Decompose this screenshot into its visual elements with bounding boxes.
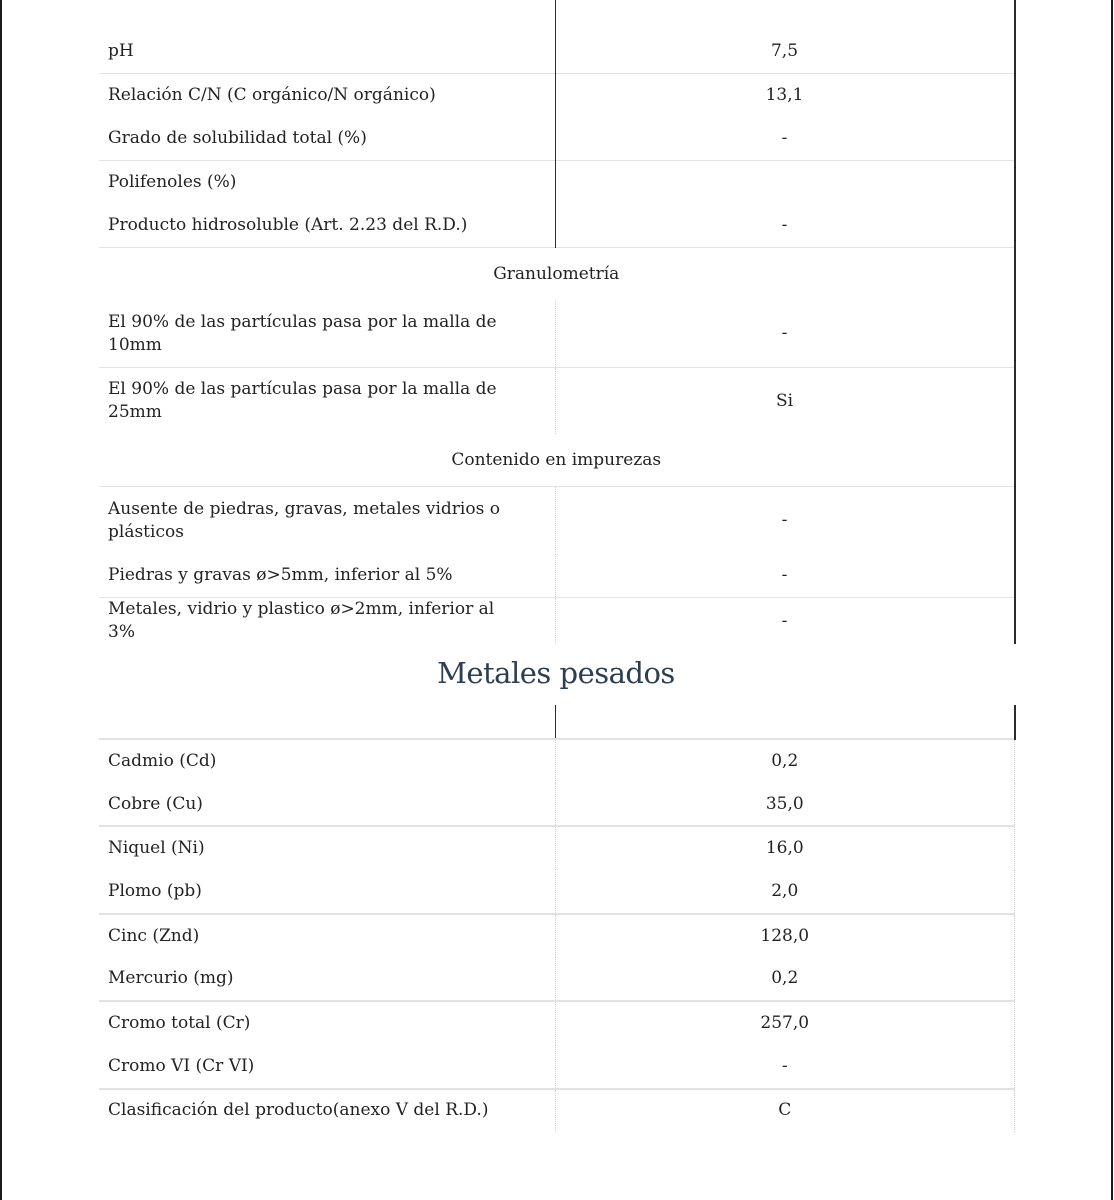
section-header-impurezas [99,434,1015,487]
row-value-plomo: 2,0 [555,870,1015,914]
section-header-granulometria [99,248,1015,301]
table-row-cut [99,0,1015,30]
row-value-stones-5mm: - [555,554,1015,598]
table-row [99,367,1015,434]
table-row [99,117,1015,161]
table-row [99,554,1015,598]
row-value-no-stones: - [555,487,1015,554]
header-cell-value [555,705,1015,739]
row-label-clasificacion: Clasificación del producto(anexo V del R.D.) [99,1089,555,1133]
row-label-stones-5mm: Piedras y gravas ø>5mm, inferior al 5% [99,554,555,598]
page-border-right [1111,0,1113,1200]
table-row [99,161,1015,205]
row-label-mercurio: Mercurio (mg) [99,957,555,1001]
section-heading-metales-pesados: Metales pesados [437,656,675,690]
row-label-cinc: Cinc (Znd) [99,914,555,958]
row-label-cromo-total: Cromo total (Cr) [99,1001,555,1045]
row-value-mesh-25mm: Si [555,367,1015,434]
row-value-cinc: 128,0 [555,914,1015,958]
row-value-cn-ratio: 13,1 [555,74,1015,118]
section-title: Granulometría [99,248,1015,301]
row-label-metals-2mm: Metales, vidrio y plastico ø>2mm, inferior al 3% [99,598,555,645]
cell-value [555,0,1015,30]
table-row [99,1089,1015,1133]
row-value-clasificacion: C [555,1089,1015,1133]
table-row [99,826,1015,870]
row-value-niquel: 16,0 [555,826,1015,870]
row-label-cobre: Cobre (Cu) [99,783,555,827]
row-label-cn-ratio: Relación C/N (C orgánico/N orgánico) [99,74,555,118]
table-row [99,1001,1015,1045]
heavy-metals-table [99,705,1016,1132]
page-border-left [0,0,2,1200]
row-value-cobre: 35,0 [555,783,1015,827]
row-label-polyphenols: Polifenoles (%) [99,161,555,205]
table-row [99,957,1015,1001]
table-header-row [99,705,1015,739]
section-title: Contenido en impurezas [99,434,1015,487]
row-label-solubility: Grado de solubilidad total (%) [99,117,555,161]
row-label-mesh-25mm: El 90% de las partículas pasa por la malla de 25mm [99,367,555,434]
row-value-solubility: - [555,117,1015,161]
row-value-cromo-vi: - [555,1045,1015,1089]
header-cell-label [99,705,555,739]
row-label-mesh-10mm: El 90% de las partículas pasa por la malla de 10mm [99,300,555,367]
row-label-ph: pH [99,30,555,74]
row-value-mercurio: 0,2 [555,957,1015,1001]
row-value-mesh-10mm: - [555,300,1015,367]
table-row [99,870,1015,914]
row-value-metals-2mm: - [555,598,1015,645]
row-value-ph: 7,5 [555,30,1015,74]
table-row [99,739,1015,783]
table-row [99,204,1015,248]
row-value-cromo-total: 257,0 [555,1001,1015,1045]
row-label-cadmio: Cadmio (Cd) [99,739,555,783]
table-row [99,300,1015,367]
table-row [99,74,1015,118]
row-label-plomo: Plomo (pb) [99,870,555,914]
row-value-hydrosoluble: - [555,204,1015,248]
table-row [99,487,1015,554]
row-label-niquel: Niquel (Ni) [99,826,555,870]
table-row [99,914,1015,958]
table-row [99,30,1015,74]
table-row [99,783,1015,827]
analysis-table [99,0,1016,644]
row-value-polyphenols [555,161,1015,205]
row-label-no-stones: Ausente de piedras, gravas, metales vidrios o plásticos [99,487,555,554]
table-row [99,1045,1015,1089]
row-label-cromo-vi: Cromo VI (Cr VI) [99,1045,555,1089]
cell-label [99,0,555,30]
row-label-hydrosoluble: Producto hidrosoluble (Art. 2.23 del R.D.) [99,204,555,248]
row-value-cadmio: 0,2 [555,739,1015,783]
table-row [99,598,1015,645]
